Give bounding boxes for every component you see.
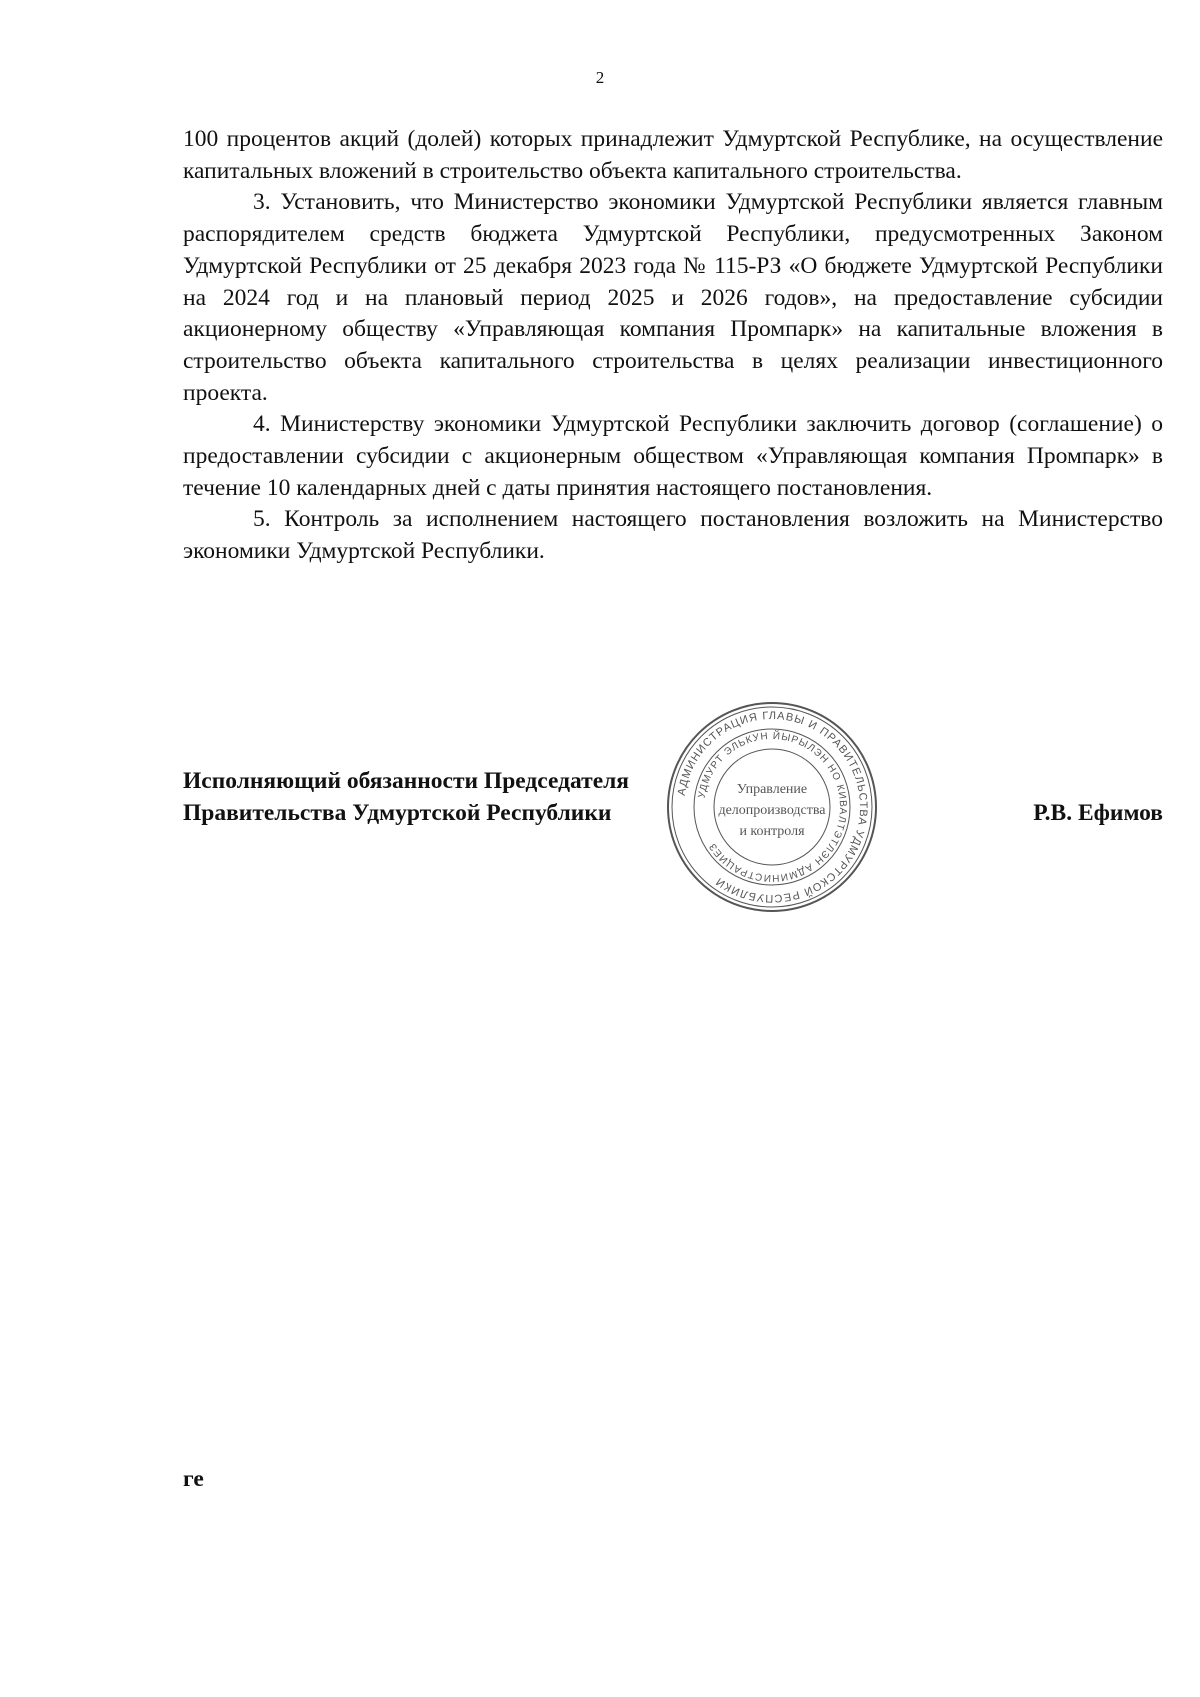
paragraph-4: 4. Министерству экономики Удмуртской Республики заключить договор (соглашение) о предоставлении субсидии с акционерным обществом «Управляющая компания Промпарк» в течение 10 календарных дней с даты принятия настоящего постановления.: [183, 411, 1163, 501]
signatory-title: [183, 765, 629, 829]
seal-center-line: Управление: [736, 782, 808, 797]
paragraph-continuation: 100 процентов акций (долей) которых принадлежит Удмуртской Республике, на осуществление капитальных вложений в строительство объекта капитального строительства.: [183, 126, 1163, 184]
paragraph-5: 5. Контроль за исполнением настоящего постановления возложить на Министерство экономики Удмуртской Республики.: [183, 506, 1163, 565]
seal-outer-text: АДМИНИСТРАЦИЯ ГЛАВЫ И ПРАВИТЕЛЬСТВА УДМУРТСКОЙ РЕСПУБЛИКИ: [675, 709, 870, 905]
page-number: 2: [595, 68, 605, 87]
seal-center-line: и контроля: [739, 824, 805, 839]
seal-center-line: делопроизводства: [718, 803, 826, 818]
signatory-title-line: Правительства Удмуртской Республики: [183, 800, 612, 826]
executor-initials: ге: [183, 1466, 204, 1492]
seal-center-text: [702, 779, 842, 842]
signatory-name: Р.В. Ефимов: [1033, 800, 1163, 826]
document-body: [183, 124, 1163, 568]
signatory-title-line: Исполняющий обязанности Председателя: [183, 768, 630, 794]
paragraph-3: 3. Установить, что Министерство экономики Удмуртской Республики является главным распорядителем средств бюджета Удмуртской Республики, предусмотренных Законом Удмуртской Республики от 25 декабря 2023 года № 115-РЗ «О бюджете Удмуртской Республики на 2024 год и на плановый период 2025 и 2026 годов», на предоставление субсидии акционерному обществу «Управляющая компания Промпарк» на капитальные вложения в строительство объекта капитального строительства в целях реализации инвестиционного проекта.: [183, 189, 1163, 406]
seal-inner-text: УДМУРТ ЭЛЬКУН ЙЫРЫЛЭН НО КИВАЛТЭТЛЭН АДМИНИСТРАЦИЕЗ: [696, 730, 849, 884]
official-seal: [662, 697, 882, 917]
